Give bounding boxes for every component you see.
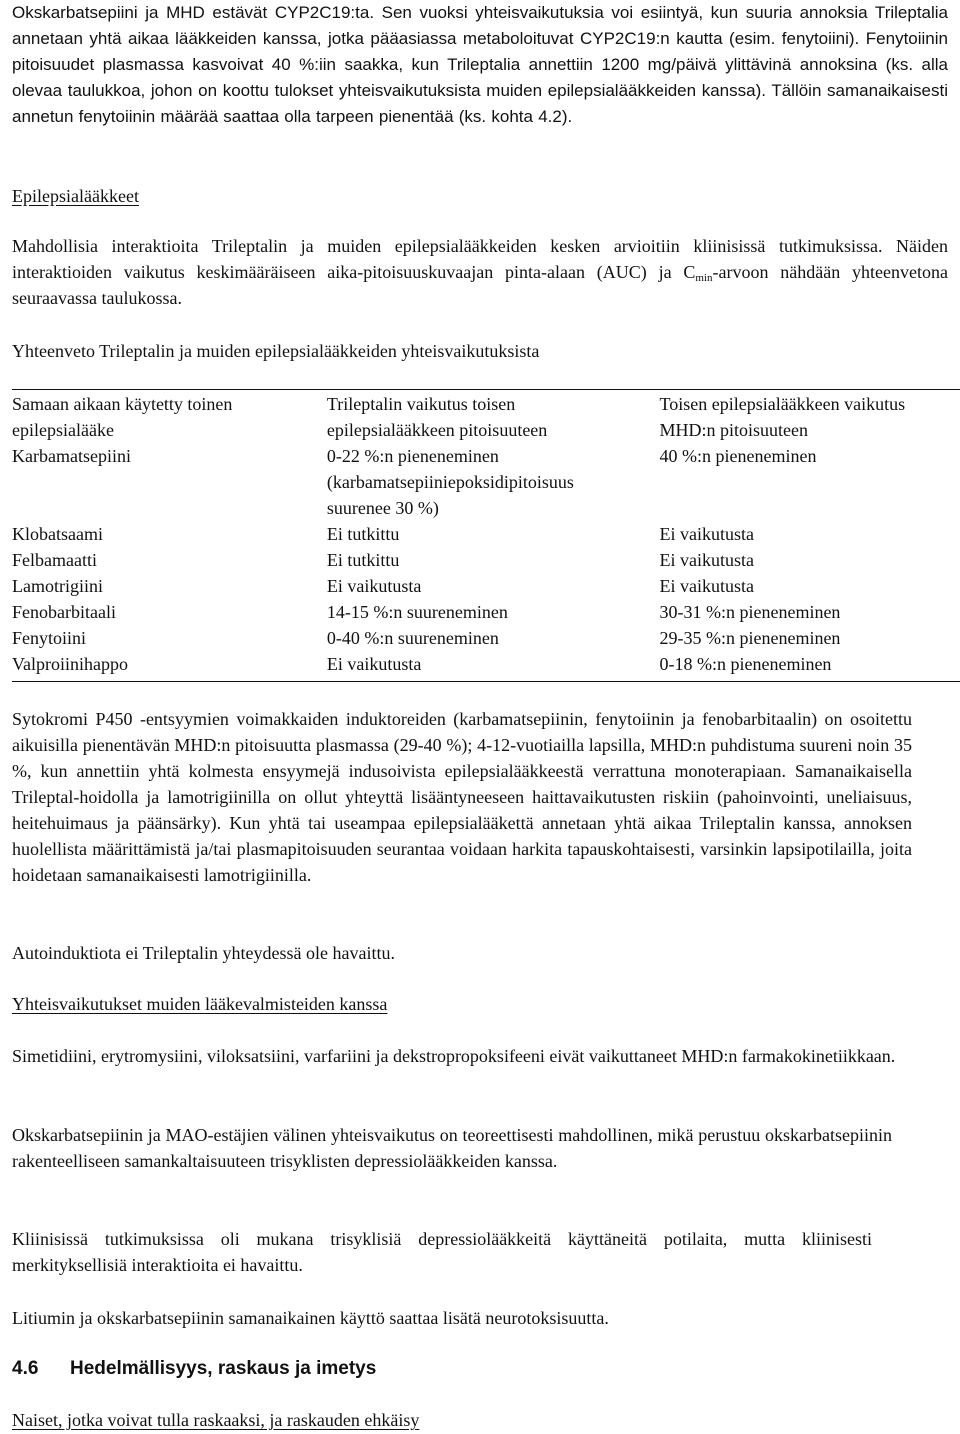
table-cell: 30-31 %:n pieneneminen: [659, 602, 841, 622]
lithium-paragraph: Litiumin ja okskarbatsepiinin samanaikainen käyttö saattaa lisätä neurotoksisuutta.: [12, 1308, 609, 1328]
table-cell: Ei tutkittu: [326, 550, 400, 570]
table-cell: Felbamaatti: [12, 550, 97, 570]
table-cell: 14-15 %:n suureneminen: [326, 602, 508, 622]
cimetidine-paragraph: Simetidiini, erytromysiini, viloksatsiini, varfariini ja dekstropropoksifeeni eivät vaikuttaneet MHD:n farmakokinetiikkaan.: [12, 1046, 896, 1066]
table-cell: Ei vaikutusta: [327, 651, 660, 682]
other-drugs-heading: Yhteisvaikutukset muiden lääkevalmisteiden kanssa: [12, 994, 388, 1014]
table-row: [12, 651, 960, 682]
table-row: [12, 547, 960, 573]
mao-paragraph: Okskarbatsepiinin ja MAO-estäjien välinen yhteisvaikutus on teoreettisesti mahdollinen, mikä perustuu okskarbatsepiinin rakenteelliseen samankaltaisuuteen trisyklisten depressiolääkkeiden kanssa.: [12, 1125, 892, 1171]
header-cell: Samaan aikaan käytetty toinen epilepsialääke: [12, 390, 327, 444]
header-cell: Toisen epilepsialääkkeen vaikutus MHD:n pitoisuuteen: [659, 390, 960, 444]
intro-paragraph: Okskarbatsepiini ja MHD estävät CYP2C19:ta. Sen vuoksi yhteisvaikutuksia voi esiintyä, kun suuria annoksia Trileptalia annetaan yhtä aikaa lääkkeiden kanssa, jotka pääasiassa metaboloituvat CYP2C19:n kautta (esim. fenytoiini). Fenytoiinin pitoisuudet plasmassa kasvoivat 40 %:iin saakka, kun Trileptalia annettiin 1200 mg/päivä ylittävinä annoksina (ks. alla olevaa taulukkoa, johon on koottu tulokset yhteisvaikutuksista muiden epilepsialääkkeiden kanssa). Tällöin samanaikaisesti annetun fenytoiinin määrää saattaa olla tarpeen pienentää (ks. kohta 4.2).: [12, 3, 948, 126]
tricyclic-paragraph: Kliinisissä tutkimuksissa oli mukana trisyklisiä depressiolääkkeitä käyttäneitä potilaita, mutta kliinisesti merkityksellisiä interaktioita ei havaittu.: [12, 1229, 872, 1275]
header-cell: Trileptalin vaikutus toisen epilepsialääkkeen pitoisuuteen: [327, 390, 660, 444]
epilepsy-paragraph: [12, 233, 948, 311]
table-cell: 0-22 %:n pieneneminen (karbamatsepiiniepoksidipitoisuus suurenee 30 %): [326, 446, 574, 518]
table-cell: Karbamatsepiini: [12, 446, 131, 466]
table-cell: Ei vaikutusta: [659, 524, 754, 544]
table-header-row: [12, 390, 960, 444]
table-row: [12, 443, 960, 521]
interaction-table-wrap: [0, 389, 960, 682]
section-4-6-heading: [12, 1356, 376, 1382]
autoinduction-paragraph: Autoinduktiota ei Trileptalin yhteydessä ole havaittu.: [12, 943, 395, 963]
cmin-subscript: min: [695, 272, 713, 284]
table-caption: Yhteenveto Trileptalin ja muiden epilepsialääkkeiden yhteisvaikutuksista: [12, 341, 540, 361]
table-row: [12, 599, 960, 625]
epilepsy-heading: Epilepsialääkkeet: [12, 186, 139, 206]
table-cell: Lamotrigiini: [12, 576, 103, 596]
table-cell: Ei tutkittu: [326, 524, 400, 544]
table-cell: Fenobarbitaali: [12, 602, 116, 622]
table-cell: 0-18 %:n pieneneminen: [659, 651, 960, 682]
table-cell: 29-35 %:n pieneneminen: [659, 628, 841, 648]
table-cell: Fenytoiini: [12, 628, 87, 648]
interaction-table: [12, 389, 960, 682]
table-row: [12, 625, 960, 651]
table-cell: 0-40 %:n suureneminen: [326, 628, 499, 648]
section-number: 4.6: [12, 1358, 39, 1379]
epilepsy-paragraph-text-end: -arvoon nähdään yhteenvetona seuraavassa taulukossa.: [12, 262, 948, 308]
table-row: [12, 521, 960, 547]
table-row: [12, 573, 960, 599]
table-cell: 40 %:n pieneneminen: [659, 446, 817, 466]
section-title: Hedelmällisyys, raskaus ja imetys: [70, 1358, 377, 1379]
table-cell: Klobatsaami: [12, 524, 103, 544]
table-cell: Ei vaikutusta: [659, 576, 754, 596]
epilepsy-paragraph-text: Mahdollisia interaktioita Trileptalin ja muiden epilepsialääkkeiden kesken arvioitiin kliinisissä tutkimuksissa. Näiden interaktioiden vaikutus keskimääräiseen aika-pitoisuuskuvaajan pinta-alaan (AUC) ja C: [12, 236, 948, 282]
table-cell: Ei vaikutusta: [326, 576, 422, 596]
cyp450-paragraph: Sytokromi P450 -entsyymien voimakkaiden induktoreiden (karbamatsepiinin, fenytoiinin ja fenobarbitaalin) on osoitettu aikuisilla pienentävän MHD:n pitoisuutta plasmassa (29-40 %); 4-12-vuotiailla lapsilla, MHD:n puhdistuma suureni noin 35 %, kun annettiin yhtä kolmesta ensyymejä indusoivista epilepsialääkkeestä verrattuna monoterapiaan. Samanaikaisella Trileptal-hoidolla ja lamotrigiinilla on ollut yhteyttä lisääntyneeseen haittavaikutusten riskiin (pahoinvointi, uneliaisuus, heitehuimaus ja päänsärky). Kun yhtä tai useampaa epilepsialääkettä annetaan yhtä aikaa Trileptalin kanssa, annoksen huolellista määrittämistä ja/tai plasmapitoisuuden seurantaa voidaan harkita tapauskohtaisesti, varsinkin lapsipotilailla, joita hoidetaan samanaikaisesti lamotrigiinilla.: [12, 709, 912, 885]
table-cell: Valproiinihappo: [12, 651, 327, 682]
section-4-6-subheading: Naiset, jotka voivat tulla raskaaksi, ja raskauden ehkäisy: [12, 1410, 420, 1430]
table-cell: Ei vaikutusta: [659, 550, 754, 570]
